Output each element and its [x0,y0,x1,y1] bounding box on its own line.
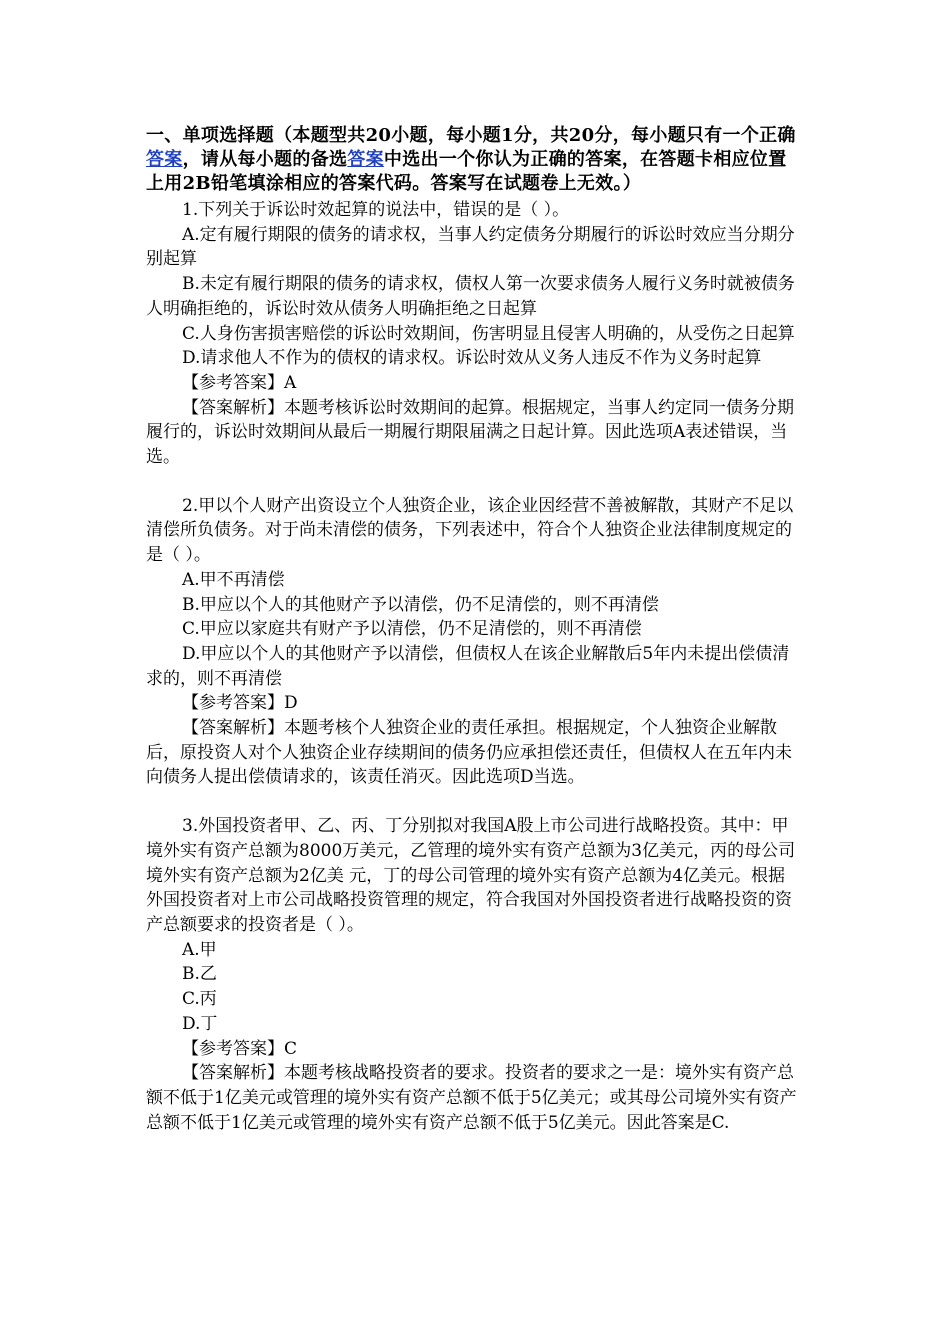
option-c: C.丙 [182,989,217,1010]
answer-analysis: 【答案解析】本题考核个人独资企业的责任承担。根据规定，个人独资企业解散后，原投资人对个人独资企业存续期间的债务仍应承担偿还责任，但债权人在五年内未向债务人提出偿债请求的，该责任消灭。因此选项D当选。 [146,718,792,788]
option-d: D.丁 [182,1013,218,1034]
answer-link-1[interactable]: 答案 [146,149,183,170]
reference-answer: 【参考答案】C [182,1038,298,1059]
answer-analysis: 【答案解析】本题考核诉讼时效期间的起算。根据规定，当事人约定同一债务分期履行的，诉讼时效期间从最后一期履行期限届满之日起计算。因此选项A表述错误，当选。 [146,397,794,468]
section-title-text: ，请从每小题的备选 [182,149,348,170]
option-b: B.未定有履行期限的债务的请求权，债权人第一次要求债务人履行义务时就被债务人明确拒绝的，诉讼时效从债务人明确拒绝之日起算 [146,274,795,319]
option-c: C.甲应以家庭共有财产予以清偿，仍不足清偿的，则不再清偿 [182,619,642,640]
question-3 [146,814,800,1135]
option-a: A.甲不再清偿 [182,569,285,590]
question-stem: 3.外国投资者甲、乙、丙、丁分别拟对我国A股上市公司进行战略投资。其中：甲境外实有资产总额为8000万美元，乙管理的境外实有资产总额为3亿美元，丙的母公司境外实有资产总额为2亿美 元，丁的母公司管理的境外实有资产总额为4亿美元。根据外国投资者对上市公司战略投资管理的规定，符合我国对外国投资者进行战略投资的资产总额要求的投资者是（ ）。 [146,816,796,935]
option-c: C.人身伤害损害赔偿的诉讼时效期间，伤害明显且侵害人明确的，从受伤之日起算 [182,323,795,344]
reference-answer: 【参考答案】D [182,693,298,714]
option-d: D.请求他人不作为的债权的请求权。诉讼时效从义务人违反不作为义务时起算 [182,348,762,369]
spacer [146,790,800,814]
answer-link-2[interactable]: 答案 [347,149,384,170]
option-d: D.甲应以个人的其他财产予以清偿，但债权人在该企业解散后5年内未提出偿债清求的，则不再清偿 [146,643,790,689]
section-title [146,124,800,196]
reference-answer: 【参考答案】A [182,372,297,393]
spacer [146,470,800,494]
answer-analysis: 【答案解析】本题考核战略投资者的要求。投资者的要求之一是：境外实有资产总额不低于1亿美元或管理的境外实有资产总额不低于5亿美元；或其母公司境外实有资产总额不低于1亿美元或管理的境外实有资产总额不低于5亿美元。因此答案是C. [146,1063,797,1133]
question-1 [146,198,800,470]
section-title-text: 中选出一个你认为正确的答案，在答题卡相应位置上用2B铅笔填涂相应的答案代码。答案写在试题卷上无效。） [146,149,787,194]
option-a: A.定有履行期限的债务的请求权，当事人约定债务分期履行的诉讼时效应当分期分别起算 [146,224,795,270]
question-2 [146,494,800,790]
option-b: B.乙 [182,964,217,985]
option-b: B.甲应以个人的其他财产予以清偿，仍不足清偿的，则不再清偿 [182,594,659,615]
section-title-text: 一、单项选择题（本题型共20小题，每小题1分，共20分，每小题只有一个正确 [146,125,796,146]
question-stem: 2.甲以个人财产出资设立个人独资企业，该企业因经营不善被解散，其财产不足以清偿所负债务。对于尚未清偿的债务，下列表述中，符合个人独资企业法律制度规定的是（ ）。 [146,495,794,566]
option-a: A.甲 [182,939,217,960]
question-stem: 1.下列关于诉讼时效起算的说法中，错误的是（ ）。 [182,200,570,220]
